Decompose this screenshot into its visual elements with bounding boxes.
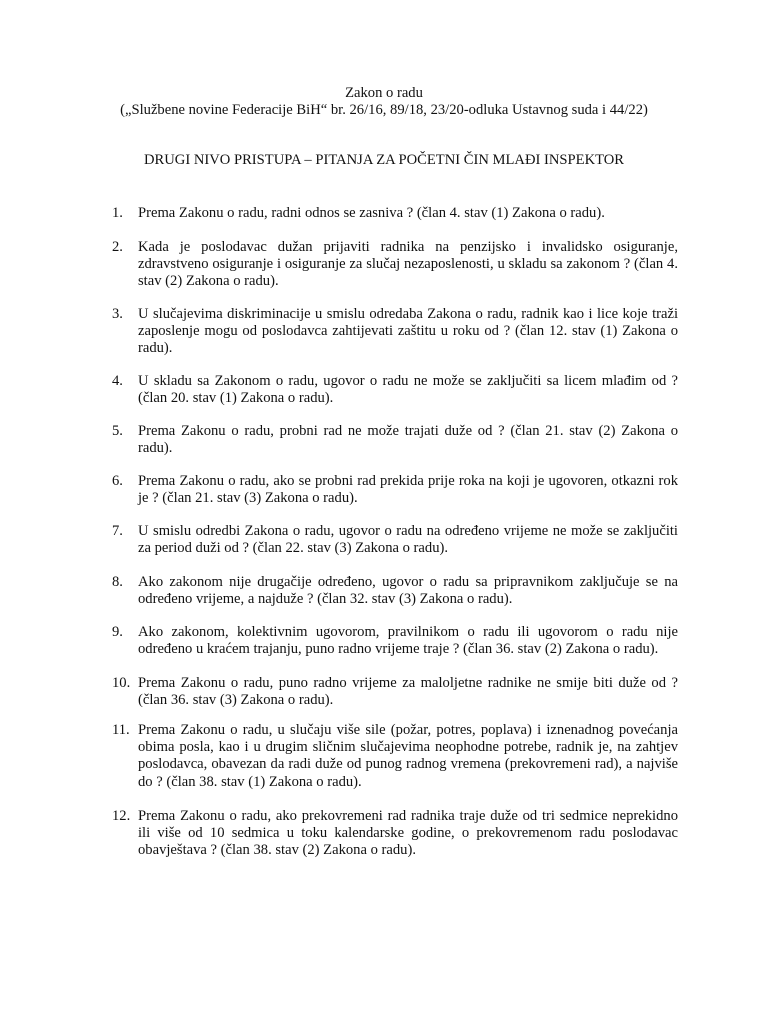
question-text: Prema Zakonu o radu, probni rad ne može trajati duže od ? (član 21. stav (2) Zakona o radu). — [138, 423, 678, 457]
question-item — [112, 373, 678, 407]
question-item — [112, 675, 678, 709]
question-text: Ako zakonom, kolektivnim ugovorom, pravilnikom o radu ili ugovorom o radu nije određeno u kraćem trajanju, puno radno vrijeme traje ? (član 36. stav (2) Zakona o radu). — [138, 624, 678, 658]
question-number: 7. — [112, 523, 123, 539]
question-number: 6. — [112, 473, 123, 489]
question-text: Prema Zakonu o radu, puno radno vrijeme za maloljetne radnike ne smije biti duže od ? (član 36. stav (3) Zakona o radu). — [138, 675, 678, 709]
question-number: 10. — [112, 675, 131, 691]
question-text: Prema Zakonu o radu, ako se probni rad prekida prije roka na koji je ugovoren, otkazni rok je ? (član 21. stav (3) Zakona o radu). — [138, 473, 678, 507]
question-text: Prema Zakonu o radu, radni odnos se zasniva ? (član 4. stav (1) Zakona o radu). — [138, 205, 605, 221]
question-text: U slučajevima diskriminacije u smislu odredaba Zakona o radu, radnik kao i lice koje traži zaposlenje mogu od poslodavca zahtijevati zaštitu u roku od ? (član 12. stav (1) Zakona o radu). — [138, 306, 678, 357]
question-item — [112, 423, 678, 457]
question-number: 8. — [112, 574, 123, 590]
question-item — [112, 306, 678, 358]
question-item — [112, 574, 678, 608]
document-title: Zakon o radu — [345, 85, 423, 101]
question-number: 9. — [112, 624, 123, 640]
question-number: 2. — [112, 239, 123, 255]
question-text: U skladu sa Zakonom o radu, ugovor o radu ne može se zaključiti sa licem mlađim od ? (član 20. stav (1) Zakona o radu). — [138, 373, 678, 407]
question-text: Ako zakonom nije drugačije određeno, ugovor o radu sa pripravnikom zaključuje se na određeno vrijeme, a najduže ? (član 32. stav (3) Zakona o radu). — [138, 574, 678, 608]
question-number: 1. — [112, 205, 123, 221]
question-item — [112, 523, 678, 557]
section-heading: DRUGI NIVO PRISTUPA – PITANJA ZA POČETNI ČIN MLAĐI INSPEKTOR — [143, 152, 625, 168]
question-number: 11. — [112, 722, 130, 738]
question-text: Prema Zakonu o radu, ako prekovremeni rad radnika traje duže od tri sedmice neprekidno ili više od 10 sedmica u toku kalendarske godine, o prekovremenom radu poslodavac obavještava ? (član 38. stav (2) Zakona o radu). — [138, 808, 678, 859]
question-number: 5. — [112, 423, 123, 439]
question-text: U smislu odredbi Zakona o radu, ugovor o radu na određeno vrijeme ne može se zaključiti za period duži od ? (član 22. stav (3) Zakona o radu). — [138, 523, 678, 557]
question-number: 12. — [112, 808, 131, 824]
question-item — [112, 473, 678, 507]
question-item — [112, 205, 678, 222]
question-item — [112, 239, 678, 291]
question-text: Prema Zakonu o radu, u slučaju više sile (požar, potres, poplava) i iznenadnog povećanja obima posla, kao i u drugim sličnim slučajevima neophodne potrebe, radnik je, na zahtjev poslodavca, obavezan da radi duže od punog radnog vremena (prekovremeni rad), a najviše do ? (član 38. stav (1) Zakona o radu). — [138, 722, 678, 790]
question-number: 4. — [112, 373, 123, 389]
question-item — [112, 808, 678, 860]
question-item — [112, 722, 678, 791]
question-item — [112, 624, 678, 658]
document-subtitle: („Službene novine Federacije BiH“ br. 26/16, 89/18, 23/20-odluka Ustavnog suda i 44/22) — [120, 102, 648, 118]
question-number: 3. — [112, 306, 123, 322]
question-text: Kada je poslodavac dužan prijaviti radnika na penzijsko i invalidsko osiguranje, zdravstveno osiguranje i osiguranje za slučaj nezaposlenosti, u skladu sa zakonom ? (član 4. stav (2) Zakona o radu). — [138, 239, 678, 290]
